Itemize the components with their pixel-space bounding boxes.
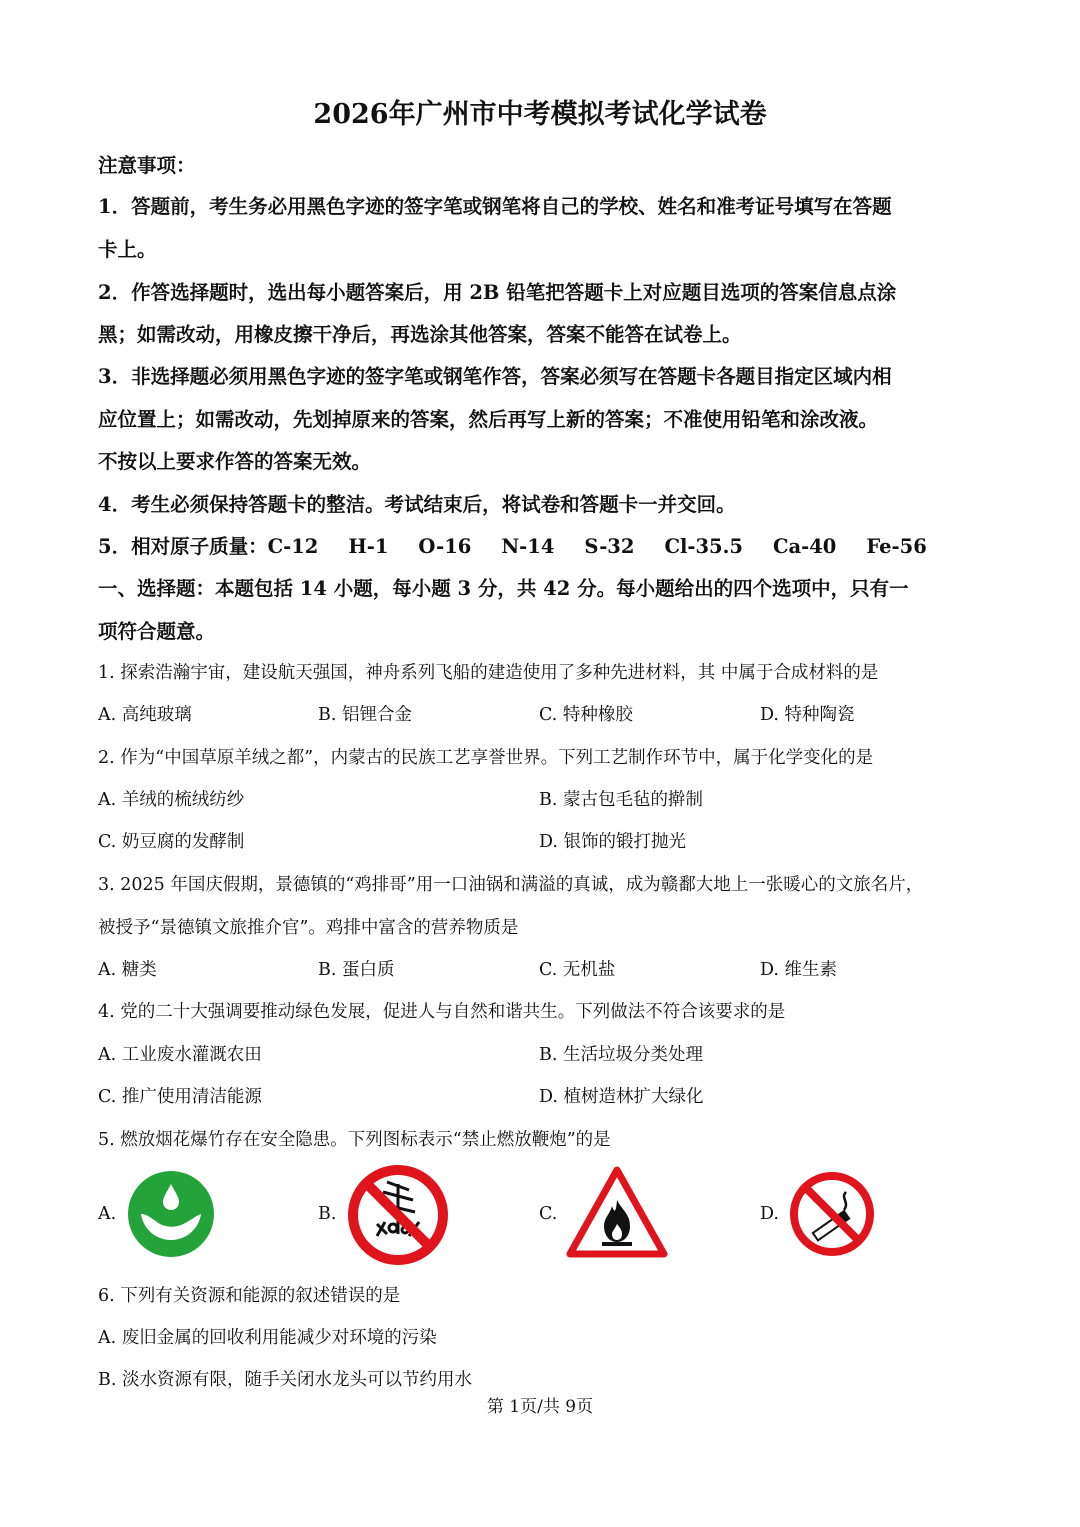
question-4-stem: 4. 党的二十大强调要推动绿色发展，促进人与自然和谐共生。下列做法不符合该要求的是	[98, 1002, 786, 1022]
question-3-option-b: B. 蛋白质	[318, 960, 395, 980]
question-2-option-c: C. 奶豆腐的发酵制	[98, 832, 245, 852]
question-4-option-b: B. 生活垃圾分类处理	[539, 1045, 703, 1065]
atomic-mass-s: S-32	[584, 535, 635, 558]
notice-item-3-line2: 应位置上；如需改动，先划掉原来的答案，然后再写上新的答案；不准使用铅笔和涂改液。	[98, 408, 879, 431]
question-4-option-a: A. 工业废水灌溉农田	[98, 1045, 262, 1065]
water-saving-icon	[127, 1170, 215, 1258]
atomic-mass-ca: Ca-40	[772, 535, 837, 558]
atomic-mass-label: 5．相对原子质量：	[98, 535, 268, 558]
question-2-stem: 2. 作为“中国草原羊绒之都”，内蒙古的民族工艺享誉世界。下列工艺制作环节中，属于化学变化的是	[98, 748, 874, 768]
atomic-mass-fe: Fe-56	[866, 535, 927, 558]
question-1-option-b: B. 铝锂合金	[318, 705, 412, 725]
question-3-option-c: C. 无机盐	[539, 960, 616, 980]
question-2-option-d: D. 银饰的锻打抛光	[539, 832, 687, 852]
atomic-mass-c: C-12	[267, 535, 319, 558]
question-1-option-a: A. 高纯玻璃	[98, 705, 192, 725]
question-3-option-a: A. 糖类	[98, 960, 157, 980]
question-2-option-a: A. 羊绒的梳绒纺纱	[98, 790, 245, 810]
question-5-stem: 5. 燃放烟花爆竹存在安全隐患。下列图标表示“禁止燃放鞭炮”的是	[98, 1130, 611, 1150]
notice-item-4: 4．考生必须保持答题卡的整洁。考试结束后，将试卷和答题卡一并交回。	[98, 493, 736, 516]
atomic-mass-n: N-14	[501, 535, 555, 558]
section-1-heading-line1: 一、选择题：本题包括 14 小题，每小题 3 分，共 42 分。每小题给出的四个选项中，只有一	[98, 577, 909, 600]
exam-title: 2026年广州市中考模拟考试化学试卷	[313, 99, 767, 130]
notice-item-1-line1: 1．答题前，考生务必用黑色字迹的签字笔或钢笔将自己的学校、姓名和准考证号填写在答题	[98, 195, 892, 218]
section-1-heading-line2: 项符合题意。	[98, 620, 216, 643]
question-1-option-d: D. 特种陶瓷	[760, 705, 855, 725]
atomic-mass-cl: Cl-35.5	[664, 535, 743, 558]
question-2-option-b: B. 蒙古包毛毡的擀制	[539, 790, 703, 810]
question-3-stem-line1: 3. 2025 年国庆假期，景德镇的“鸡排哥”用一口油锅和满溢的真诚，成为赣鄱大地上一张暖心的文旅名片，	[98, 875, 924, 895]
notice-item-3-line3: 不按以上要求作答的答案无效。	[98, 450, 372, 473]
notice-item-2-line2: 黑；如需改动，用橡皮擦干净后，再选涂其他答案，答案不能答在试卷上。	[98, 323, 742, 346]
atomic-mass-h: H-1	[348, 535, 389, 558]
question-4-option-c: C. 推广使用清洁能源	[98, 1087, 262, 1107]
notice-item-2-line1: 2．作答选择题时，选出每小题答案后，用 2B 铅笔把答题卡上对应题目选项的答案信息点涂	[98, 281, 897, 304]
atomic-mass-o: O-16	[418, 535, 472, 558]
question-5-option-a-label: A.	[98, 1204, 117, 1224]
flammable-warning-icon	[566, 1166, 668, 1260]
notice-heading: 注意事项：	[98, 154, 196, 177]
atomic-mass-line	[98, 531, 957, 559]
question-6-option-b: B. 淡水资源有限，随手关闭水龙头可以节约用水	[98, 1370, 472, 1390]
question-6-stem: 6. 下列有关资源和能源的叙述错误的是	[98, 1286, 401, 1306]
question-3-option-d: D. 维生素	[760, 960, 838, 980]
question-5-option-d-label: D.	[760, 1204, 779, 1224]
question-6-option-a: A. 废旧金属的回收利用能减少对环境的污染	[98, 1328, 437, 1348]
question-1-stem: 1. 探索浩瀚宇宙，建设航天强国，神舟系列飞船的建造使用了多种先进材料，其 中属于合成材料的是	[98, 663, 879, 683]
notice-item-1-line2: 卡上。	[98, 238, 157, 261]
question-1-option-c: C. 特种橡胶	[539, 705, 633, 725]
notice-item-3-line1: 3．非选择题必须用黑色字迹的签字笔或钢笔作答，答案必须写在答题卡各题目指定区域内相	[98, 365, 892, 388]
question-5-option-c-label: C.	[539, 1204, 558, 1224]
page-number: 第 1页/共 9页	[486, 1397, 594, 1417]
question-4-option-d: D. 植树造林扩大绿化	[539, 1087, 704, 1107]
question-3-stem-line2: 被授予“景德镇文旅推介官”。鸡排中富含的营养物质是	[98, 918, 519, 938]
no-firecrackers-icon	[347, 1164, 449, 1266]
question-5-option-b-label: B.	[318, 1204, 337, 1224]
no-smoking-icon	[788, 1170, 876, 1258]
